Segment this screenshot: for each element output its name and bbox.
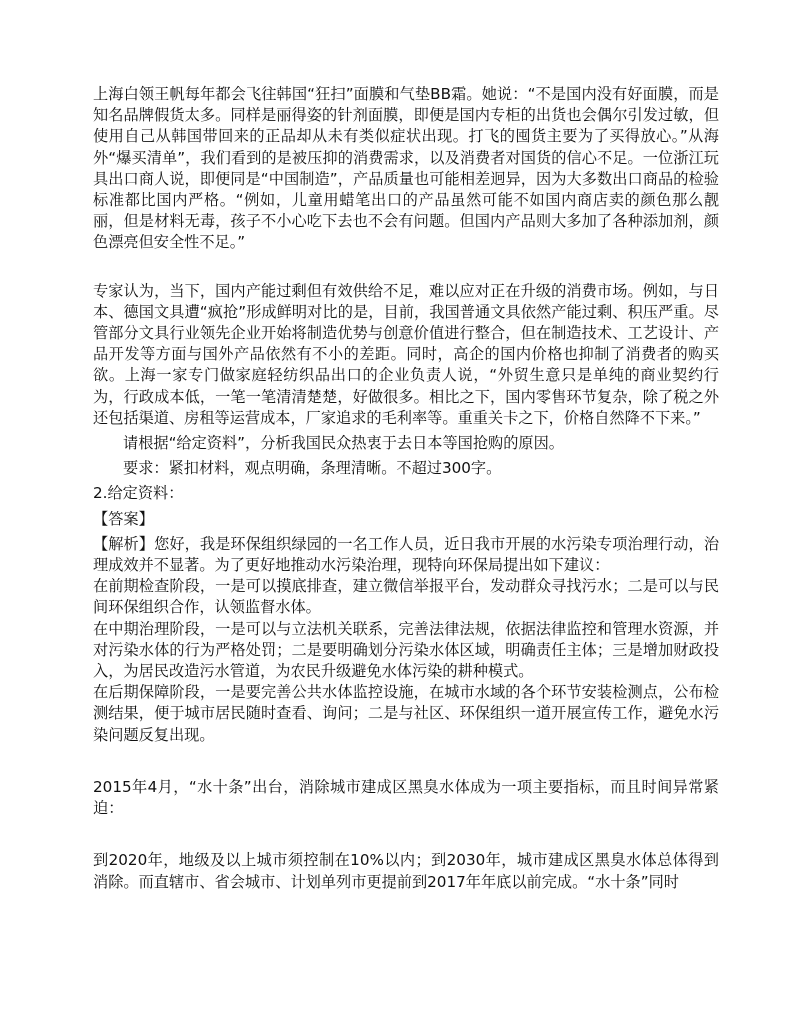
paragraph-expert-view: 专家认为，当下，国内产能过剩但有效供给不足，难以应对正在升级的消费市场。例如，与日本、德国文具遭“疯抢”形成鲜明对比的是，目前，我国普通文具依然产能过剩、积压严重。尽管部分文具行业领先企业开始将制造优势与创意价值进行整合，但在制造技术、工艺设计、产品开发等方面与国外产品依然有不小的差距。同时，高企的国内价格也抑制了消费者的购买欲。上海一家专门做家庭轻纺织品出口的企业负责人说，“外贸生意只是单纯的商业契约行为，行政成本低，一笔一笔清清楚楚，好做很多。相比之下，国内零售环节复杂，除了税之外还包括渠道、房租等运营成本，厂家追求的毛利率等。重重关卡之下，价格自然降不下来。” bbox=[93, 281, 719, 427]
paragraph-water-ten: 2015年4月，“水十条”出台，消除城市建成区黑臭水体成为一项主要指标，而且时间异常紧迫： bbox=[93, 777, 719, 818]
analysis-intro: 【解析】您好，我是环保组织绿园的一名工作人员，近日我市开展的水污染专项治理行动，治理成效并不显著。为了更好地推动水污染治理，现特向环保局提出如下建议： bbox=[93, 534, 719, 575]
analysis-stage-middle: 在中期治理阶段，一是可以与立法机关联系，完善法律法规，依据法律监控和管理水资源，并对污染水体的行为严格处罚；二是要明确划分污染水体区域，明确责任主体；三是增加财政投入，为居民改造污水管道，为农民升级避免水体污染的耕种模式。 bbox=[93, 619, 719, 681]
section-2-heading: 2.给定资料： bbox=[93, 484, 184, 503]
spacer bbox=[93, 254, 719, 281]
analysis-stage-early: 在前期检查阶段，一是可以摸底排查，建立微信举报平台，发动群众寻找污水；二是可以与民间环保组织合作，认领监督水体。 bbox=[93, 577, 719, 617]
spacer bbox=[93, 819, 719, 850]
document-page bbox=[93, 84, 719, 893]
paragraph-wang-fan: 上海白领王帆每年都会飞往韩国“狂扫”面膜和气垫BB霜。她说：“不是国内没有好面膜，而是知名品牌假货太多。同样是丽得姿的针剂面膜，即便是国内专柜的出货也会偶尔引发过敏，但使用自己从韩国带回来的正品却从未有类似症状出现。打飞的囤货主要为了买得放心。”从海外“爆买清单”，我们看到的是被压抑的消费需求，以及消费者对国货的信心不足。一位浙江玩具出口商人说，即便同是“中国制造”，产品质量也可能相差迥异，因为大多数出口商品的检验标准都比国内严格。“例如，儿童用蜡笔出口的产品虽然可能不如国内商店卖的颜色那么靓丽，但是材料无毒，孩子不小心吃下去也不会有问题。但国内产品则大多加了各种添加剂，颜色漂亮但安全性不足。” bbox=[93, 85, 719, 252]
spacer bbox=[93, 746, 719, 777]
answer-tag: 【答案】 bbox=[93, 509, 154, 528]
analysis-stage-late: 在后期保障阶段，一是要完善公共水体监控设施，在城市水域的各个环节安装检测点，公布检测结果，便于城市居民随时查看、询问；二是与社区、环保组织一道开展宣传工作，避免水污染问题反复出现。 bbox=[93, 683, 719, 744]
paragraph-deadlines: 到2020年，地级及以上城市须控制在10%以内；到2030年，城市建成区黑臭水体总体得到消除。而直辖市、省会城市、计划单列市更提前到2017年年底以前完成。“水十条”同时 bbox=[93, 851, 719, 891]
requirement-text: 要求：紧扣材料，观点明确，条理清晰。不超过300字。 bbox=[123, 459, 502, 478]
question-text: 请根据“给定资料”，分析我国民众热衷于去日本等国抢购的原因。 bbox=[123, 434, 564, 453]
